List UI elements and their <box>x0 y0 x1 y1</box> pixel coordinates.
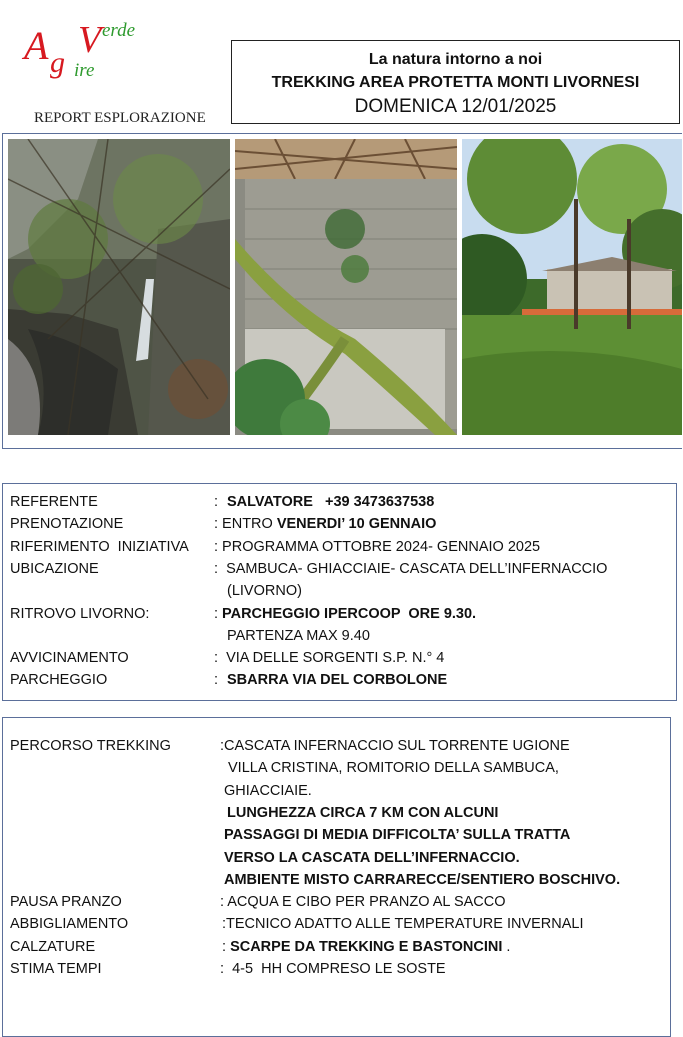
photo-meadow-house <box>462 139 682 435</box>
title-box <box>231 40 680 124</box>
label-pausa: PAUSA PRANZO <box>10 894 122 910</box>
prenotazione-date: VENERDI’ 10 GENNAIO <box>276 516 437 532</box>
logo-letter-g: g <box>50 46 65 79</box>
logo-letter-v: V <box>78 19 102 61</box>
title-line-2: TREKKING AREA PROTETTA MONTI LIVORNESI <box>271 74 640 91</box>
value-stima: : 4-5 HH COMPRESO LE SOSTE <box>220 961 446 977</box>
value-ambiente: AMBIENTE MISTO CARRARECCE/SENTIERO BOSCHIVO. <box>224 872 621 888</box>
value-abbigliamento: :TECNICO ADATTO ALLE TEMPERATURE INVERNALI <box>222 916 584 932</box>
value-referente: SALVATORE +39 3473637538 <box>227 494 435 510</box>
label-avvicinamento: AVVICINAMENTO <box>10 650 129 666</box>
label-parcheggio: PARCHEGGIO <box>10 672 108 688</box>
value-pausa: : ACQUA E CIBO PER PRANZO AL SACCO <box>220 894 506 910</box>
calzature-value: SCARPE DA TREKKING E BASTONCINI <box>230 939 503 955</box>
label-abbigliamento: ABBIGLIAMENTO <box>10 916 129 932</box>
label-stima: STIMA TEMPI <box>10 961 102 977</box>
value-lunghezza-3: VERSO LA CASCATA DELL’INFERNACCIO. <box>224 850 520 866</box>
colon-parcheggio: : <box>214 672 219 688</box>
value-riferimento: : PROGRAMMA OTTOBRE 2024- GENNAIO 2025 <box>214 539 541 555</box>
photo-stone-wall <box>235 139 457 435</box>
label-calzature: CALZATURE <box>10 939 96 955</box>
value-lunghezza-2: PASSAGGI DI MEDIA DIFFICOLTA’ SULLA TRATTA <box>224 827 571 843</box>
photo-waterfall <box>8 139 230 435</box>
prenotazione-prefix: : ENTRO <box>214 516 277 532</box>
value-ubicazione-2: (LIVORNO) <box>227 583 302 599</box>
value-partenza: PARTENZA MAX 9.40 <box>227 628 370 644</box>
report-label: REPORT ESPLORAZIONE <box>34 110 206 126</box>
value-ubicazione: : SAMBUCA- GHIACCIAIE- CASCATA DELL’INFERNACCIO <box>214 561 608 577</box>
logo-letter-a: A <box>24 23 49 68</box>
label-riferimento: RIFERIMENTO INIZIATIVA <box>10 539 189 555</box>
label-ubicazione: UBICAZIONE <box>10 561 99 577</box>
label-ritrovo: RITROVO LIVORNO: <box>10 606 150 622</box>
label-prenotazione: PRENOTAZIONE <box>10 516 124 532</box>
value-percorso-2: VILLA CRISTINA, ROMITORIO DELLA SAMBUCA, <box>228 760 559 776</box>
logo-text-ire: ire <box>74 60 95 81</box>
logo-text-erde: erde <box>102 20 136 41</box>
calzature-colon: : <box>222 939 227 955</box>
value-ritrovo: PARCHEGGIO IPERCOOP ORE 9.30. <box>222 606 477 622</box>
value-parcheggio: SBARRA VIA DEL CORBOLONE <box>227 672 448 688</box>
value-percorso-1: :CASCATA INFERNACCIO SUL TORRENTE UGIONE <box>220 738 570 754</box>
value-prenotazione <box>214 513 436 535</box>
title-date: DOMENICA 12/01/2025 <box>354 96 557 117</box>
value-avvicinamento: : VIA DELLE SORGENTI S.P. N.° 4 <box>214 650 445 666</box>
label-referente: REFERENTE <box>10 494 98 510</box>
label-percorso: PERCORSO TREKKING <box>10 738 171 754</box>
value-calzature <box>222 936 510 958</box>
value-percorso-3: GHIACCIAIE. <box>224 783 312 799</box>
title-line-1: La natura intorno a noi <box>368 51 543 68</box>
colon-referente: : <box>214 494 219 510</box>
calzature-suffix: . <box>506 939 511 955</box>
value-lunghezza-1: LUNGHEZZA CIRCA 7 KM CON ALCUNI <box>227 805 499 821</box>
colon-ritrovo: : <box>214 606 219 622</box>
